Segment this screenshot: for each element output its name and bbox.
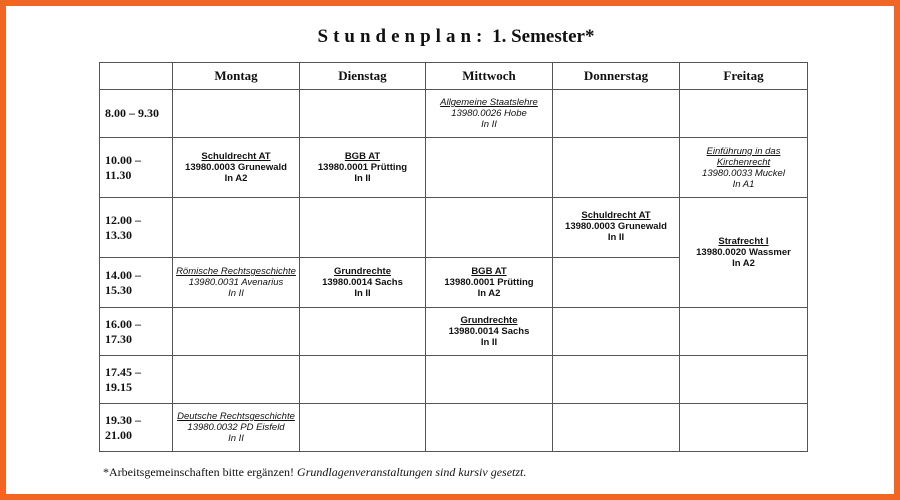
- empty-cell: [300, 356, 426, 404]
- course-cell: [173, 258, 300, 308]
- course-room: In II: [481, 119, 497, 130]
- course-cell: [680, 138, 808, 198]
- course-cell: [173, 138, 300, 198]
- course-room: In A2: [732, 258, 755, 269]
- course-code: 13980.0001 Prütting: [444, 277, 534, 288]
- empty-cell: [680, 90, 808, 138]
- corner-cell: [100, 63, 173, 90]
- empty-cell: [553, 138, 680, 198]
- title-label: Stundenplan:: [317, 26, 488, 47]
- course-name: BGB AT: [471, 266, 507, 277]
- empty-cell: [680, 404, 808, 452]
- time-slot: 16.00 – 17.30: [100, 308, 173, 356]
- course-cell: [426, 258, 553, 308]
- time-slot: 12.00 – 13.30: [100, 198, 173, 258]
- empty-cell: [426, 356, 553, 404]
- course-cell: [300, 258, 426, 308]
- course-room: In II: [607, 232, 625, 243]
- empty-cell: [173, 356, 300, 404]
- day-header-donnerstag: Donnerstag: [553, 63, 680, 90]
- course-code: 13980.0026 Hobe: [451, 108, 527, 119]
- footnote-text: *Arbeitsgemeinschaften bitte ergänzen!: [103, 465, 295, 479]
- course-code: 13980.0032 PD Eisfeld: [187, 422, 285, 433]
- course-name: Grundrechte: [333, 266, 391, 277]
- course-cell: [300, 138, 426, 198]
- course-room: In A2: [224, 173, 248, 184]
- course-room: In II: [480, 337, 498, 348]
- empty-cell: [553, 308, 680, 356]
- course-cell: [426, 90, 553, 138]
- course-room: In A2: [477, 288, 501, 299]
- course-cell: [680, 198, 808, 308]
- course-room: In II: [228, 288, 244, 299]
- day-header-montag: Montag: [173, 63, 300, 90]
- page-title: [6, 26, 900, 48]
- empty-cell: [426, 198, 553, 258]
- course-code: 13980.0003 Grunewald: [565, 221, 667, 232]
- course-name: Einführung in das Kirchenrecht: [706, 145, 781, 168]
- day-header-freitag: Freitag: [680, 63, 808, 90]
- course-code: 13980.0020 Wassmer: [696, 247, 791, 258]
- course-code: 13980.0001 Prütting: [317, 162, 408, 173]
- course-code: 13980.0033 Muckel: [702, 167, 785, 179]
- course-code: 13980.0031 Avenarius: [188, 277, 284, 288]
- course-room: In II: [354, 288, 371, 299]
- footnote-italic: Grundlagenveranstaltungen sind kursiv gesetzt.: [297, 465, 527, 479]
- empty-cell: [553, 258, 680, 308]
- course-room: In II: [354, 173, 371, 184]
- empty-cell: [680, 308, 808, 356]
- time-slot: 17.45 – 19.15: [100, 356, 173, 404]
- course-room: In II: [228, 433, 244, 444]
- empty-cell: [553, 404, 680, 452]
- empty-cell: [680, 356, 808, 404]
- timetable: [99, 62, 808, 452]
- course-code: 13980.0003 Grunewald: [185, 162, 287, 173]
- empty-cell: [173, 90, 300, 138]
- time-slot: 19.30 – 21.00: [100, 404, 173, 452]
- course-name: Schuldrecht AT: [581, 210, 651, 221]
- empty-cell: [300, 90, 426, 138]
- title-semester: 1. Semester*: [492, 26, 595, 47]
- empty-cell: [426, 404, 553, 452]
- course-code: 13980.0014 Sachs: [448, 326, 530, 337]
- empty-cell: [173, 308, 300, 356]
- empty-cell: [553, 90, 680, 138]
- footnote: [103, 465, 526, 480]
- course-name: Schuldrecht AT: [201, 151, 271, 162]
- course-name: Grundrechte: [460, 315, 518, 326]
- course-name: BGB AT: [344, 151, 381, 162]
- course-cell: [553, 198, 680, 258]
- empty-cell: [426, 138, 553, 198]
- course-name: Römische Rechtsgeschichte: [176, 266, 296, 277]
- day-header-mittwoch: Mittwoch: [426, 63, 553, 90]
- empty-cell: [300, 404, 426, 452]
- time-slot: 14.00 – 15.30: [100, 258, 173, 308]
- empty-cell: [300, 198, 426, 258]
- time-slot: 10.00 – 11.30: [100, 138, 173, 198]
- empty-cell: [553, 356, 680, 404]
- empty-cell: [173, 198, 300, 258]
- course-name: Strafrecht I: [718, 236, 769, 247]
- course-room: In A1: [732, 178, 755, 190]
- empty-cell: [300, 308, 426, 356]
- course-cell: [426, 308, 553, 356]
- course-name: Deutsche Rechtsgeschichte: [177, 411, 295, 422]
- course-code: 13980.0014 Sachs: [322, 277, 403, 288]
- time-slot: 8.00 – 9.30: [100, 90, 173, 138]
- course-name: Allgemeine Staatslehre: [440, 97, 538, 108]
- day-header-dienstag: Dienstag: [300, 63, 426, 90]
- course-cell: [173, 404, 300, 452]
